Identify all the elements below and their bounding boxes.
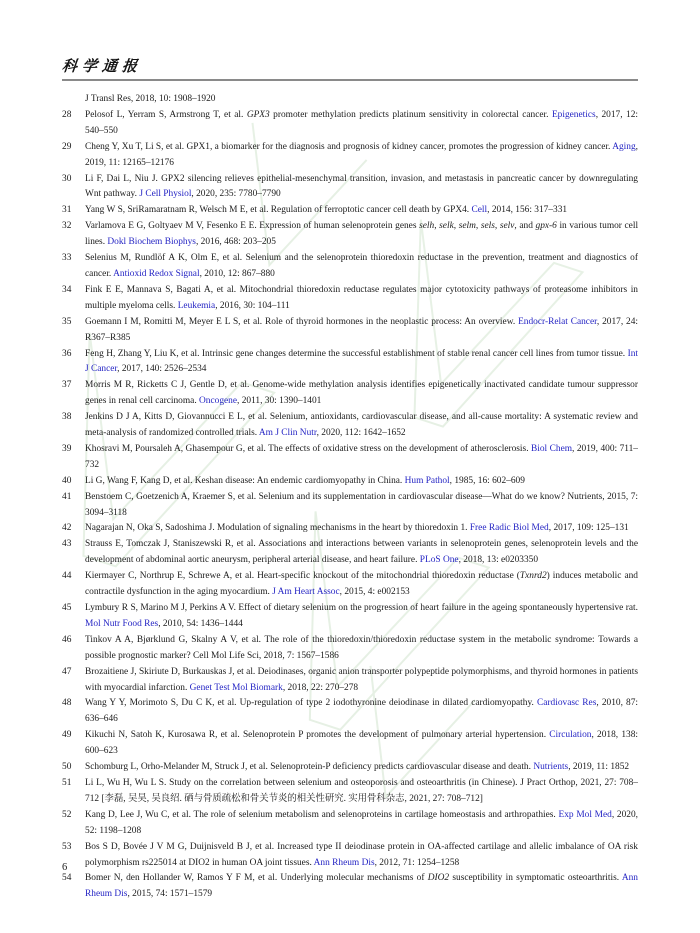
journal-link[interactable]: Biol Chem bbox=[531, 443, 573, 454]
reference-number: 32 bbox=[62, 221, 72, 232]
text-segment: Li L, Wu H, Wu L S. Study on the correlation between selenium and osteoporosis and osteoarthritis (in Chinese). J Pract Orthop, 2021, 27: 708–712 [李磊, 吴昊, 吴良绍. 硒与骨质疏松和骨关节炎的相关性研究. 实用骨科杂志, 2021, 27: 708–712] bbox=[85, 777, 638, 804]
text-segment: Tinkov A A, Bjørklund G, Skalny A V, et al. The role of the thioredoxin/thioredoxin reductase system in the metabolic syndrome: Towards a possible prognostic marker? Cell Mol Life Sci, 2018, 7: 1567–1586 bbox=[85, 634, 638, 661]
reference-text bbox=[85, 380, 638, 406]
text-segment: Bomer N, den Hollander W, Ramos Y F M, et al. Underlying molecular mechanisms of bbox=[85, 873, 428, 884]
text-segment: Jenkins D J A, Kitts D, Giovannucci E L, et al. Selenium, antioxidants, cardiovascular disease, and all-cause mortality: A systematic review and meta-analysis of randomized controlled trials. bbox=[85, 412, 638, 439]
reference-number: 42 bbox=[62, 523, 72, 534]
reference-item bbox=[62, 442, 638, 474]
reference-text bbox=[85, 603, 638, 629]
journal-link[interactable]: Aging bbox=[612, 141, 636, 152]
journal-link[interactable]: Int J Cancer bbox=[85, 348, 638, 375]
reference-number: 39 bbox=[62, 443, 72, 454]
italic-term: selh bbox=[419, 221, 435, 232]
reference-number: 33 bbox=[62, 253, 72, 264]
journal-link[interactable]: Cardiovasc Res bbox=[537, 698, 597, 709]
italic-term: Txnrd2 bbox=[519, 571, 547, 582]
reference-number: 43 bbox=[62, 539, 72, 550]
reference-item bbox=[62, 665, 638, 697]
reference-item bbox=[62, 760, 638, 776]
reference-item bbox=[62, 490, 638, 522]
reference-item bbox=[62, 521, 638, 537]
reference-text bbox=[85, 523, 629, 533]
text-segment: , 2010, 54: 1436–1444 bbox=[158, 618, 243, 629]
text-segment: Li G, Wang F, Kang D, et al. Keshan disease: An endemic cardiomyopathy in China. bbox=[85, 475, 405, 486]
journal-link[interactable]: Oncogene bbox=[199, 396, 238, 407]
text-segment: Lymbury R S, Marino M J, Perkins A V. Effect of dietary selenium on the progression of heart failure in the ageing spontaneously hypertensive rat. bbox=[85, 603, 638, 613]
reference-item bbox=[62, 219, 638, 251]
reference-number: 30 bbox=[62, 173, 72, 184]
reference-text bbox=[85, 698, 638, 724]
text-segment: , 2020, 235: 7780–7790 bbox=[191, 189, 281, 200]
text-segment: , 2015, 74: 1571–1579 bbox=[127, 889, 213, 900]
text-segment: Cheng Y, Xu T, Li S, et al. GPX1, a biomarker for the diagnosis and prognosis of kidney cancer, promotes the progression of kidney cancer. bbox=[85, 141, 613, 152]
text-segment: Kikuchi N, Satoh K, Kurosawa R, et al. Selenoprotein P promotes the development of pulmonary arterial hypertension. bbox=[85, 730, 550, 741]
reference-item bbox=[62, 601, 638, 633]
reference-number: 44 bbox=[62, 571, 72, 582]
reference-text bbox=[85, 94, 216, 104]
reference-item bbox=[62, 347, 638, 379]
text-segment: Nagarajan N, Oka S, Sadoshima J. Modulation of signaling mechanisms in the heart by thioredoxin 1. bbox=[85, 523, 470, 534]
italic-term: selk bbox=[439, 221, 454, 232]
text-segment: , 2012, 71: 1254–1258 bbox=[374, 857, 460, 868]
text-segment: , bbox=[475, 221, 481, 232]
text-segment: promoter methylation predicts platinum sensitivity in colorectal cancer. bbox=[269, 109, 552, 120]
journal-link[interactable]: Am J Clin Nutr bbox=[258, 428, 317, 439]
reference-text bbox=[85, 539, 638, 565]
reference-item bbox=[62, 840, 638, 872]
text-segment: in various tumor cell lines. bbox=[85, 221, 639, 248]
reference-number: 47 bbox=[62, 666, 72, 677]
reference-text bbox=[85, 285, 638, 311]
text-segment: , 2016, 468: 203–205 bbox=[195, 237, 276, 248]
masthead-rule bbox=[62, 79, 638, 81]
text-segment: Morris M R, Ricketts C J, Gentle D, et al. Genome-wide methylation analysis identifies epigenetically inactivated candidate tumour suppressor genes in renal cell carcinoma. bbox=[85, 380, 638, 407]
text-segment: , 2020, 112: 1642–1652 bbox=[316, 428, 406, 439]
reference-text bbox=[85, 873, 638, 899]
reference-item bbox=[62, 92, 638, 108]
reference-text bbox=[85, 412, 638, 438]
reference-item bbox=[62, 251, 638, 283]
text-segment: , 2017, 109: 125–131 bbox=[548, 523, 629, 534]
text-segment: Li F, Dai L, Niu J. GPX2 silencing relieves epithelial-mesenchymal transition, invasion, and metastasis in pancreatic cancer by downregulating Wnt pathway. bbox=[85, 173, 638, 200]
journal-link[interactable]: Circulation bbox=[549, 730, 592, 741]
reference-text bbox=[85, 571, 638, 597]
italic-term: GPX3 bbox=[246, 109, 270, 120]
text-segment: Varlamova E G, Goltyaev M V, Fesenko E E. Expression of human selenoprotein genes bbox=[85, 221, 420, 232]
text-segment: , 2019, 400: 711–732 bbox=[85, 443, 638, 470]
reference-text bbox=[85, 110, 638, 136]
reference-number: 50 bbox=[62, 762, 72, 773]
text-segment: Kang D, Lee J, Wu C, et al. The role of selenium metabolism and selenoproteins in cartilage homeostasis and arthropathies. bbox=[85, 809, 559, 820]
reference-text bbox=[85, 842, 638, 868]
text-segment: Brozaitiene J, Skiriute D, Burkauskas J, et al. Deiodinases, organic anion transporter polypeptide polymorphisms, and thyroid hormones in patients with myocardial infarction. bbox=[85, 666, 638, 693]
reference-item bbox=[62, 283, 638, 315]
reference-number: 52 bbox=[62, 809, 72, 820]
journal-link[interactable]: Mol Nutr Food Res bbox=[85, 618, 159, 629]
reference-number: 41 bbox=[62, 491, 72, 502]
italic-term: selm bbox=[458, 221, 476, 232]
journal-link[interactable]: Antioxid Redox Signal bbox=[113, 268, 200, 279]
reference-number: 40 bbox=[62, 475, 72, 486]
journal-link[interactable]: PLoS One bbox=[419, 555, 459, 566]
reference-text bbox=[85, 205, 567, 215]
reference-text bbox=[85, 492, 638, 518]
journal-link[interactable]: Exp Mol Med bbox=[558, 809, 612, 820]
text-segment: , 2014, 156: 317–331 bbox=[487, 205, 568, 216]
text-segment: , 2010, 12: 867–880 bbox=[199, 268, 275, 279]
journal-link[interactable]: Epigenetics bbox=[551, 109, 596, 120]
journal-link[interactable]: Ann Rheum Dis bbox=[85, 873, 638, 900]
reference-number: 53 bbox=[62, 841, 72, 852]
reference-list bbox=[62, 92, 638, 903]
reference-number: 51 bbox=[62, 777, 72, 788]
text-segment: , 2019, 11: 1852 bbox=[568, 762, 630, 773]
text-segment: , 2018, 22: 270–278 bbox=[282, 682, 359, 693]
journal-link[interactable]: Genet Test Mol Biomark bbox=[189, 682, 283, 693]
reference-number: 48 bbox=[62, 698, 72, 709]
reference-text bbox=[85, 444, 638, 470]
journal-link[interactable]: Ann Rheum Dis bbox=[313, 857, 375, 868]
reference-item bbox=[62, 537, 638, 569]
reference-number: 36 bbox=[62, 348, 72, 359]
journal-link[interactable]: J Am Heart Assoc bbox=[272, 587, 340, 598]
reference-text bbox=[85, 810, 638, 836]
text-segment: , 2018, 13: e0203350 bbox=[458, 555, 539, 566]
reference-item bbox=[62, 474, 638, 490]
text-segment: Wang Y Y, Morimoto S, Du C K, et al. Up-regulation of type 2 iodothyronine deiodinase in dilated cardiomyopathy. bbox=[85, 698, 537, 709]
text-segment: , 2020, 52: 1198–1208 bbox=[85, 809, 638, 836]
italic-term: selv bbox=[499, 221, 515, 232]
reference-number: 49 bbox=[62, 730, 72, 741]
text-segment: , 2017, 140: 2526–2534 bbox=[117, 364, 207, 375]
text-segment: Schomburg L, Orho-Melander M, Struck J, et al. Selenoprotein-P deficiency predicts cardiovascular disease and death. bbox=[85, 762, 534, 773]
reference-item bbox=[62, 172, 638, 204]
reference-text bbox=[85, 253, 638, 279]
text-segment: Khosravi M, Poursaleh A, Ghasempour G, et al. The effects of oxidative stress on the development of atherosclerosis. bbox=[85, 443, 532, 454]
reference-item bbox=[62, 871, 638, 903]
reference-text bbox=[85, 174, 638, 200]
text-segment: susceptibility in symptomatic osteoarthritis. bbox=[449, 873, 622, 884]
italic-term: gpx-6 bbox=[535, 221, 557, 232]
text-segment: , 2010, 87: 636–646 bbox=[85, 698, 638, 725]
reference-number: 34 bbox=[62, 284, 72, 295]
reference-number: 46 bbox=[62, 634, 72, 645]
text-segment: , bbox=[494, 221, 500, 232]
reference-text bbox=[85, 221, 638, 247]
journal-link[interactable]: Leukemia bbox=[177, 300, 216, 311]
text-segment: , bbox=[453, 221, 459, 232]
reference-item bbox=[62, 633, 638, 665]
reference-number: 31 bbox=[62, 205, 72, 216]
reference-number: 28 bbox=[62, 109, 72, 120]
journal-link[interactable]: Cell bbox=[471, 205, 488, 216]
reference-item bbox=[62, 696, 638, 728]
journal-link[interactable]: Nutrients bbox=[533, 762, 569, 773]
italic-term: sels bbox=[480, 221, 495, 232]
reference-number: 54 bbox=[62, 873, 72, 884]
page-number: 6 bbox=[62, 862, 68, 873]
reference-number: 35 bbox=[62, 316, 72, 327]
reference-text bbox=[85, 667, 638, 693]
reference-number: 45 bbox=[62, 603, 72, 613]
journal-logo-calligraphy: 科学通报 bbox=[61, 57, 143, 75]
reference-text bbox=[85, 317, 638, 343]
text-segment: Bos S D, Bovée J V M G, Duijnisveld B J, et al. Increased type II deiodinase protein in OA-affected cartilage and allelic imbalance of OA risk polymorphism rs225014 at DIO2 in human OA joint tissues. bbox=[85, 841, 638, 868]
text-segment: Selenius M, Rundlöf A K, Olm E, et al. Selenium and the selenoprotein thioredoxin reductase in the prevention, treatment and diagnostics of cancer. bbox=[85, 253, 638, 279]
text-segment: , 2015, 4: e002153 bbox=[339, 587, 410, 598]
reference-item bbox=[62, 315, 638, 347]
reference-number: 29 bbox=[62, 141, 72, 152]
reference-item bbox=[62, 108, 638, 140]
text-segment: , and bbox=[514, 221, 536, 232]
text-segment: Fink E E, Mannava S, Bagati A, et al. Mitochondrial thioredoxin reductase regulates major cytotoxicity pathways of proteasome inhibitors in multiple myeloma cells. bbox=[85, 284, 638, 311]
reference-item bbox=[62, 569, 638, 601]
reference-text bbox=[85, 730, 638, 756]
reference-item bbox=[62, 808, 638, 840]
reference-item bbox=[62, 728, 638, 760]
text-segment: Benstoem C, Goetzenich A, Kraemer S, et al. Selenium and its supplementation in cardiovascular disease—What do we know? Nutrients, 2015, 7: 3094–3118 bbox=[85, 491, 638, 518]
text-segment: , bbox=[434, 221, 440, 232]
reference-item bbox=[62, 203, 638, 219]
text-segment: Strauss E, Tomczak J, Staniszewski R, et al. Associations and interactions between variants in selenoprotein genes, selenoprotein levels and the development of abdominal aortic aneurysm, peripheral arterial disease, and heart failure. bbox=[85, 539, 638, 566]
text-segment: , 2019, 11: 12165–12176 bbox=[85, 141, 638, 168]
journal-link[interactable]: J Cell Physiol bbox=[139, 189, 192, 200]
text-segment: , 2017, 24: R367–R385 bbox=[85, 316, 638, 343]
text-segment: Pelosof L, Yerram S, Armstrong T, et al. bbox=[85, 109, 247, 120]
text-segment: J Transl Res, 2018, 10: 1908–1920 bbox=[85, 94, 216, 104]
journal-link[interactable]: Hum Pathol bbox=[404, 475, 450, 486]
text-segment: ) induces metabolic and contractile dysfunction in the aging myocardium. bbox=[85, 571, 638, 598]
reference-item bbox=[62, 776, 638, 808]
italic-term: DIO2 bbox=[427, 873, 450, 884]
reference-number: 38 bbox=[62, 412, 72, 423]
reference-number: 37 bbox=[62, 380, 72, 391]
reference-item bbox=[62, 378, 638, 410]
reference-text bbox=[85, 635, 638, 661]
journal-link[interactable]: Dokl Biochem Biophys bbox=[107, 237, 196, 248]
masthead bbox=[62, 58, 638, 81]
text-segment: Goemann I M, Romitti M, Meyer E L S, et al. Role of thyroid hormones in the neoplastic process: An overview. bbox=[85, 316, 519, 327]
text-segment: , 2017, 12: 540–550 bbox=[85, 109, 638, 136]
reference-item bbox=[62, 410, 638, 442]
reference-text bbox=[85, 762, 629, 772]
journal-link[interactable]: Endocr-Relat Cancer bbox=[518, 316, 597, 327]
text-segment: , 2018, 138: 600–623 bbox=[85, 730, 638, 757]
text-segment: , 2016, 30: 104–111 bbox=[215, 300, 290, 311]
reference-text bbox=[85, 476, 525, 486]
reference-text bbox=[85, 142, 638, 168]
reference-item bbox=[62, 140, 638, 172]
reference-text bbox=[85, 349, 638, 375]
text-segment: , 1985, 16: 602–609 bbox=[449, 475, 525, 486]
text-segment: Kiermayer C, Northrup E, Schrewe A, et al. Heart-specific knockout of the mitochondrial thioredoxin reductase ( bbox=[85, 571, 520, 582]
journal-link[interactable]: Free Radic Biol Med bbox=[469, 523, 549, 534]
reference-text bbox=[85, 778, 638, 804]
text-segment: Yang W S, SriRamaratnam R, Welsch M E, et al. Regulation of ferroptotic cancer cell death by GPX4. bbox=[85, 205, 472, 216]
text-segment: Feng H, Zhang Y, Liu K, et al. Intrinsic gene changes determine the successful establishment of stable renal cancer cell lines from tumor tissue. bbox=[85, 348, 628, 359]
text-segment: , 2011, 30: 1390–1401 bbox=[237, 396, 322, 407]
